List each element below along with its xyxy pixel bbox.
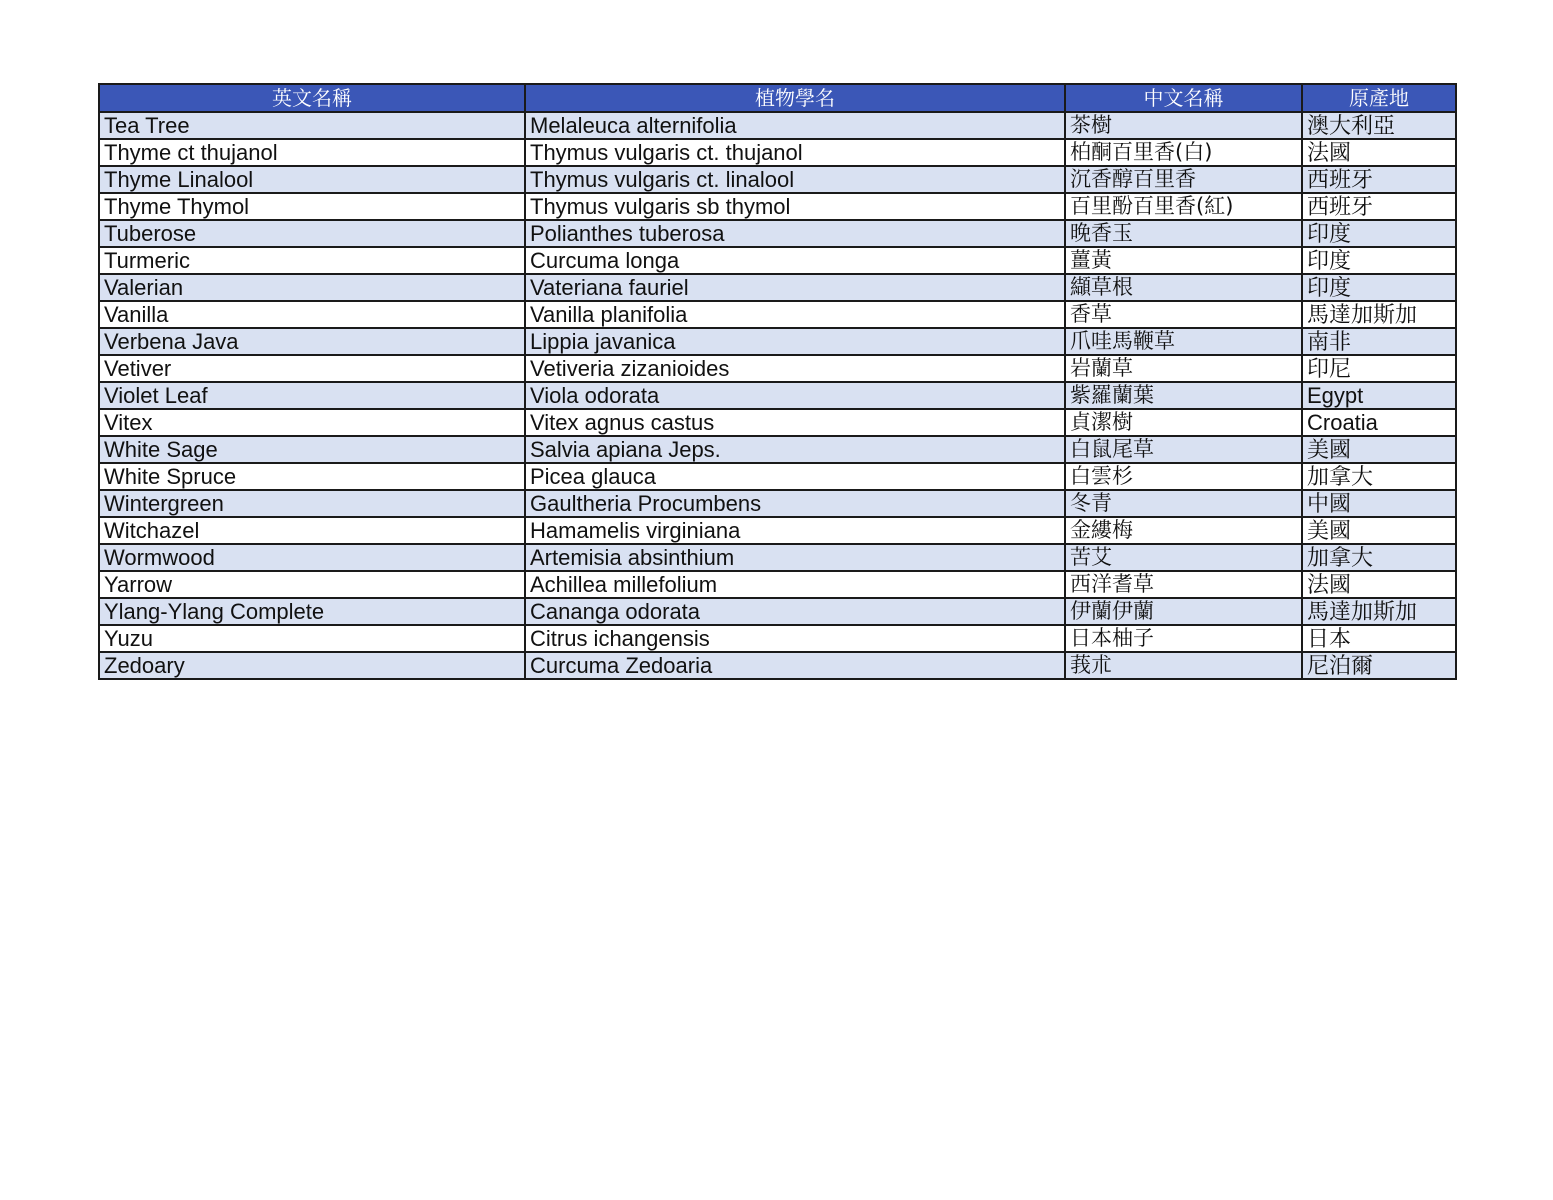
header-row: [99, 84, 1456, 112]
cell-english-name: Thyme Linalool: [99, 166, 525, 193]
cell-botanical-name: Curcuma longa: [525, 247, 1065, 274]
cell-english-name: Yuzu: [99, 625, 525, 652]
cell-origin: 印度: [1302, 274, 1456, 301]
table-row: [99, 355, 1456, 382]
cell-chinese-name: 百里酚百里香(紅): [1065, 193, 1302, 220]
cell-chinese-name: 沉香醇百里香: [1065, 166, 1302, 193]
cell-origin: 加拿大: [1302, 544, 1456, 571]
cell-origin: 印度: [1302, 247, 1456, 274]
cell-english-name: Violet Leaf: [99, 382, 525, 409]
cell-origin: Croatia: [1302, 409, 1456, 436]
cell-botanical-name: Vitex agnus castus: [525, 409, 1065, 436]
cell-botanical-name: Citrus ichangensis: [525, 625, 1065, 652]
cell-botanical-name: Thymus vulgaris sb thymol: [525, 193, 1065, 220]
cell-chinese-name: 白雲杉: [1065, 463, 1302, 490]
table-row: [99, 625, 1456, 652]
cell-origin: 加拿大: [1302, 463, 1456, 490]
cell-origin: 馬達加斯加: [1302, 301, 1456, 328]
cell-origin: 西班牙: [1302, 166, 1456, 193]
table-row: [99, 220, 1456, 247]
cell-english-name: Thyme ct thujanol: [99, 139, 525, 166]
cell-chinese-name: 西洋耆草: [1065, 571, 1302, 598]
cell-chinese-name: 爪哇馬鞭草: [1065, 328, 1302, 355]
cell-botanical-name: Artemisia absinthium: [525, 544, 1065, 571]
cell-botanical-name: Viola odorata: [525, 382, 1065, 409]
cell-english-name: White Spruce: [99, 463, 525, 490]
header-botanical-name: 植物學名: [525, 84, 1065, 112]
cell-origin: 法國: [1302, 571, 1456, 598]
table-row: [99, 517, 1456, 544]
cell-english-name: Thyme Thymol: [99, 193, 525, 220]
cell-english-name: Vetiver: [99, 355, 525, 382]
table-row: [99, 463, 1456, 490]
table-row: [99, 436, 1456, 463]
cell-english-name: Wintergreen: [99, 490, 525, 517]
table-row: [99, 490, 1456, 517]
cell-botanical-name: Melaleuca alternifolia: [525, 112, 1065, 139]
cell-botanical-name: Vateriana fauriel: [525, 274, 1065, 301]
cell-english-name: Ylang-Ylang Complete: [99, 598, 525, 625]
table-row: [99, 274, 1456, 301]
table-header: [99, 84, 1456, 112]
table-row: [99, 571, 1456, 598]
cell-origin: 澳大利亞: [1302, 112, 1456, 139]
cell-origin: 馬達加斯加: [1302, 598, 1456, 625]
cell-chinese-name: 茶樹: [1065, 112, 1302, 139]
cell-english-name: White Sage: [99, 436, 525, 463]
cell-origin: 日本: [1302, 625, 1456, 652]
cell-origin: 尼泊爾: [1302, 652, 1456, 679]
header-chinese-name: 中文名稱: [1065, 84, 1302, 112]
cell-english-name: Yarrow: [99, 571, 525, 598]
cell-botanical-name: Lippia javanica: [525, 328, 1065, 355]
cell-chinese-name: 晚香玉: [1065, 220, 1302, 247]
cell-chinese-name: 香草: [1065, 301, 1302, 328]
cell-botanical-name: Curcuma Zedoaria: [525, 652, 1065, 679]
table-row: [99, 409, 1456, 436]
cell-chinese-name: 紫羅蘭葉: [1065, 382, 1302, 409]
cell-chinese-name: 薑黃: [1065, 247, 1302, 274]
table-row: [99, 139, 1456, 166]
cell-english-name: Verbena Java: [99, 328, 525, 355]
table-body: [99, 112, 1456, 679]
table-row: [99, 598, 1456, 625]
table-row: [99, 112, 1456, 139]
cell-botanical-name: Thymus vulgaris ct. thujanol: [525, 139, 1065, 166]
header-origin: 原產地: [1302, 84, 1456, 112]
cell-chinese-name: 柏酮百里香(白): [1065, 139, 1302, 166]
cell-english-name: Wormwood: [99, 544, 525, 571]
cell-english-name: Zedoary: [99, 652, 525, 679]
table-row: [99, 166, 1456, 193]
cell-botanical-name: Salvia apiana Jeps.: [525, 436, 1065, 463]
cell-english-name: Tea Tree: [99, 112, 525, 139]
cell-botanical-name: Vetiveria zizanioides: [525, 355, 1065, 382]
cell-chinese-name: 伊蘭伊蘭: [1065, 598, 1302, 625]
cell-chinese-name: 纈草根: [1065, 274, 1302, 301]
cell-english-name: Turmeric: [99, 247, 525, 274]
cell-chinese-name: 白鼠尾草: [1065, 436, 1302, 463]
cell-chinese-name: 日本柚子: [1065, 625, 1302, 652]
essential-oil-table: [98, 83, 1457, 680]
cell-chinese-name: 冬青: [1065, 490, 1302, 517]
table-row: [99, 652, 1456, 679]
cell-chinese-name: 莪朮: [1065, 652, 1302, 679]
cell-origin: 美國: [1302, 517, 1456, 544]
cell-chinese-name: 貞潔樹: [1065, 409, 1302, 436]
cell-chinese-name: 岩蘭草: [1065, 355, 1302, 382]
cell-origin: 印尼: [1302, 355, 1456, 382]
cell-botanical-name: Polianthes tuberosa: [525, 220, 1065, 247]
cell-english-name: Vanilla: [99, 301, 525, 328]
cell-origin: 中國: [1302, 490, 1456, 517]
cell-botanical-name: Gaultheria Procumbens: [525, 490, 1065, 517]
cell-botanical-name: Achillea millefolium: [525, 571, 1065, 598]
cell-botanical-name: Thymus vulgaris ct. linalool: [525, 166, 1065, 193]
table-row: [99, 193, 1456, 220]
cell-botanical-name: Picea glauca: [525, 463, 1065, 490]
cell-english-name: Witchazel: [99, 517, 525, 544]
cell-botanical-name: Vanilla planifolia: [525, 301, 1065, 328]
table-row: [99, 382, 1456, 409]
cell-botanical-name: Hamamelis virginiana: [525, 517, 1065, 544]
header-english-name: 英文名稱: [99, 84, 525, 112]
table-row: [99, 301, 1456, 328]
oil-table-container: [98, 83, 1455, 680]
cell-origin: 法國: [1302, 139, 1456, 166]
cell-origin: 美國: [1302, 436, 1456, 463]
table-row: [99, 328, 1456, 355]
cell-origin: 印度: [1302, 220, 1456, 247]
cell-origin: Egypt: [1302, 382, 1456, 409]
cell-chinese-name: 苦艾: [1065, 544, 1302, 571]
table-row: [99, 247, 1456, 274]
cell-english-name: Tuberose: [99, 220, 525, 247]
cell-origin: 西班牙: [1302, 193, 1456, 220]
table-row: [99, 544, 1456, 571]
cell-origin: 南非: [1302, 328, 1456, 355]
cell-english-name: Vitex: [99, 409, 525, 436]
cell-botanical-name: Cananga odorata: [525, 598, 1065, 625]
cell-chinese-name: 金縷梅: [1065, 517, 1302, 544]
cell-english-name: Valerian: [99, 274, 525, 301]
